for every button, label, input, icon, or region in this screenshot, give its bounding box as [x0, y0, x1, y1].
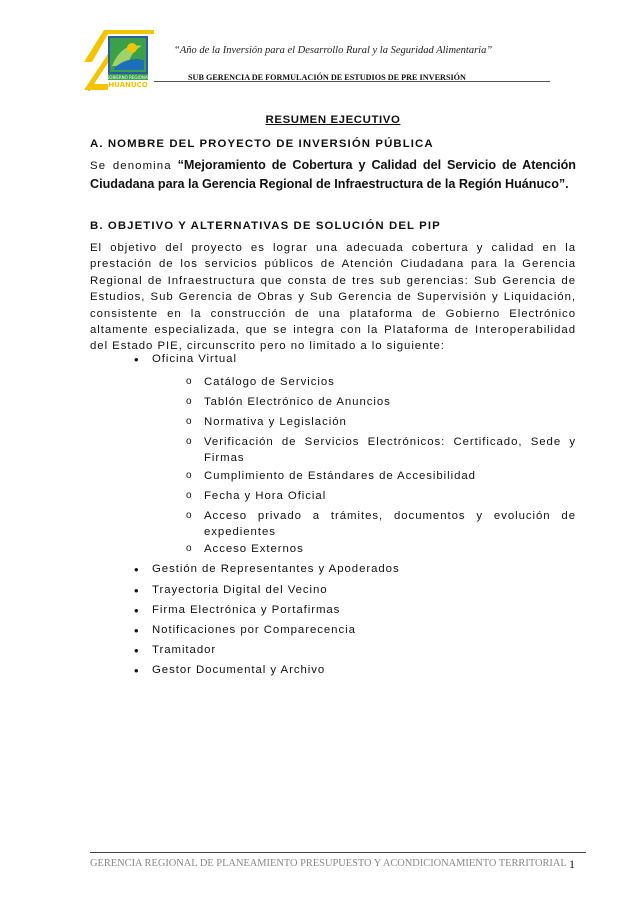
footer-divider: [90, 852, 586, 853]
list-item: • Oficina Virtual: [152, 353, 237, 365]
footer-text: GERENCIA REGIONAL DE PLANEAMIENTO PRESUPUESTO Y ACONDICIONAMIENTO TERRITORIAL: [90, 858, 567, 869]
sub-list-item: o Catálogo de Servicios: [204, 374, 576, 390]
sub-list-item: o Fecha y Hora Oficial: [204, 488, 576, 504]
document-title: RESUMEN EJECUTIVO: [265, 114, 401, 126]
list-item: • Trayectoria Digital del Vecino: [152, 584, 328, 596]
sub-list-item: o Acceso privado a trámites, documentos y evolución de expedientes: [204, 508, 576, 540]
sub-list-item: o Acceso Externos: [204, 541, 576, 557]
project-name: “Mejoramiento de Cobertura y Calidad del Servicio de Atención Ciudadana para la Gerencia Regional de Infraestructura de la Región Huánuco”.: [90, 158, 577, 191]
section-b-heading: B. OBJETIVO Y ALTERNATIVAS DE SOLUCIÓN DEL PIP: [90, 220, 441, 232]
list-item: • Gestor Documental y Archivo: [152, 664, 325, 676]
sub-list-item: o Normativa y Legislación: [204, 414, 576, 430]
logo-text: HUANUCO: [108, 81, 148, 89]
regional-logo: [84, 26, 154, 90]
header-department: SUB GERENCIA DE FORMULACIÓN DE ESTUDIOS DE PRE INVERSIÓN: [188, 73, 466, 82]
list-item: • Firma Electrónica y Portafirmas: [152, 604, 340, 616]
sub-list-item: o Verificación de Servicios Electrónicos: Certificado, Sede y Firmas: [204, 434, 576, 466]
section-b-paragraph: El objetivo del proyecto es lograr una adecuada cobertura y calidad en la prestación de los servicios públicos de Atención Ciudadana para la Gerencia Regional de Infraestructura que consta de tres sub gerencias: Sub Gerencia de Estudios, Sub Gerencia de Obras y Sub Gerencia de Supervisión y Liquidación, consistente en la construcción de una plataforma de Gobierno Electrónico altamente especializada, que se integra con la Plataforma de Interoperabilidad del Estado PIE, circunscrito pero no limitado a lo siguiente:: [90, 242, 576, 353]
svg-text:GOBIERNO REGIONAL: GOBIERNO REGIONAL: [106, 75, 150, 80]
header-divider: [154, 81, 550, 82]
section-a-lead: Se denomina: [90, 160, 172, 172]
list-item: • Notificaciones por Comparecencia: [152, 624, 356, 636]
page-number: 1: [569, 857, 575, 871]
header-motto: “Año de la Inversión para el Desarrollo Rural y la Seguridad Alimentaria”: [174, 45, 493, 56]
section-a-heading: A. NOMBRE DEL PROYECTO DE INVERSIÓN PÚBLICA: [90, 138, 434, 150]
list-item: • Tramitador: [152, 644, 216, 656]
list-item: • Gestión de Representantes y Apoderados: [152, 563, 400, 575]
sub-list-item: o Tablón Electrónico de Anuncios: [204, 394, 576, 410]
section-a-paragraph: [90, 156, 576, 193]
header-marker: .: [88, 84, 91, 93]
sub-list-item: o Cumplimiento de Estándares de Accesibilidad: [204, 468, 576, 484]
